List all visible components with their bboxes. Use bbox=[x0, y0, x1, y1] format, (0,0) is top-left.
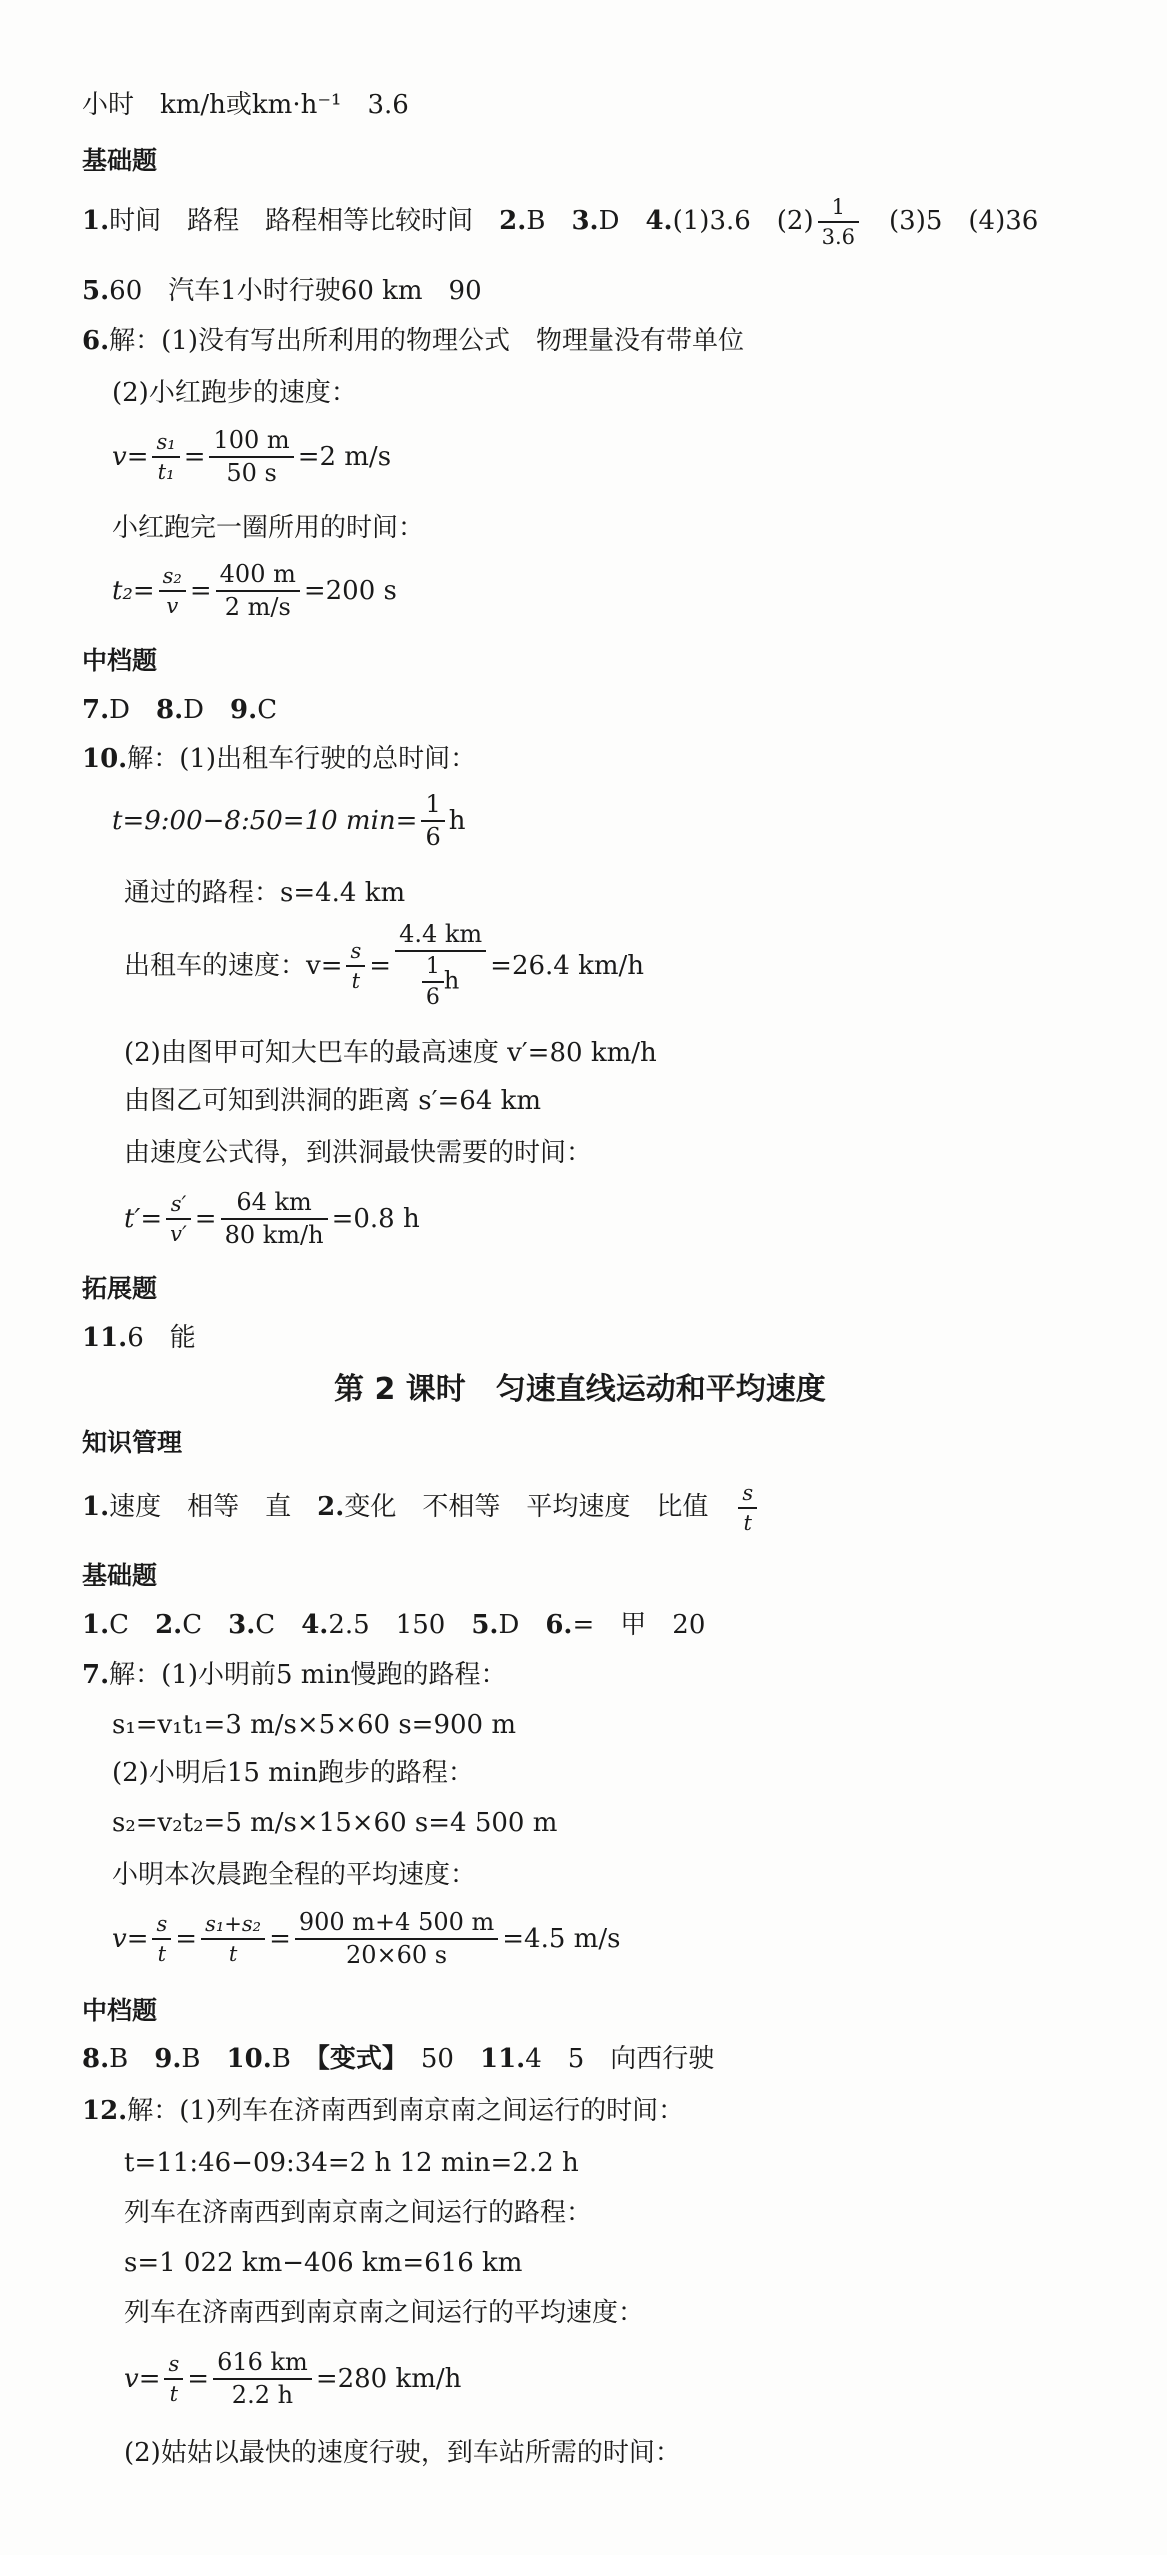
answer-text: 时间 路程 路程相等比较时间 bbox=[109, 206, 500, 237]
solution-step: 小明本次晨跑全程的平均速度： bbox=[112, 1860, 477, 1890]
numerator: s bbox=[346, 940, 365, 967]
answer-line-q10 bbox=[82, 746, 476, 772]
numerator: s bbox=[152, 1913, 171, 1940]
formula-taxi-speed bbox=[124, 922, 644, 1009]
formula-lhs: t′= bbox=[124, 1204, 163, 1235]
fraction bbox=[421, 792, 444, 850]
q-number: 1. bbox=[82, 1610, 110, 1640]
formula-lhs: t=9:00−8:50=10 min= bbox=[112, 806, 418, 837]
section-heading-basic-2: 基础题 bbox=[82, 1561, 158, 1590]
formula-total-time bbox=[112, 792, 465, 850]
answer-text: C bbox=[182, 1610, 229, 1640]
numerator: 100 m bbox=[209, 428, 293, 458]
equals-sign: = bbox=[369, 950, 392, 981]
equals-sign: = bbox=[175, 1924, 198, 1955]
fraction bbox=[422, 955, 444, 1009]
formula-average-speed bbox=[112, 1910, 620, 1968]
fraction bbox=[738, 1482, 757, 1534]
answer-line-q6 bbox=[82, 328, 744, 354]
q-number: 3. bbox=[571, 206, 599, 237]
q-number: 2. bbox=[317, 1492, 345, 1523]
q-number: 7. bbox=[82, 695, 110, 725]
formula-lhs: v= bbox=[112, 1924, 149, 1955]
formula-lhs: t₂= bbox=[112, 576, 155, 607]
formula-unit: h bbox=[448, 806, 466, 837]
numerator: 4.4 km bbox=[395, 922, 486, 952]
answer-text: 解：(1)列车在济南西到南京南之间运行的时间： bbox=[127, 2096, 685, 2126]
numerator: s′ bbox=[166, 1193, 191, 1220]
formula-result: =2 m/s bbox=[297, 442, 392, 473]
q-number: 9. bbox=[230, 695, 258, 725]
formula-v12 bbox=[124, 2350, 461, 2408]
equals-sign: = bbox=[189, 576, 212, 607]
answer-text: (1)3.6 (2) bbox=[672, 206, 814, 237]
solution-step: 由速度公式得，到洪洞最快需要的时间： bbox=[124, 1138, 593, 1168]
answer-text: B bbox=[271, 2044, 317, 2074]
denominator bbox=[395, 952, 486, 1009]
q-number: 8. bbox=[82, 2044, 110, 2074]
lesson-title: 第 2 课时 匀速直线运动和平均速度 bbox=[334, 1372, 826, 1407]
answer-text: D bbox=[109, 695, 157, 725]
fraction bbox=[166, 1193, 191, 1245]
denominator: 80 km/h bbox=[224, 1221, 324, 1250]
answer-text: D bbox=[498, 1610, 546, 1640]
answer-text: 6 能 bbox=[127, 1323, 196, 1353]
fraction bbox=[164, 2353, 183, 2405]
answer-text: 50 bbox=[394, 2044, 480, 2074]
answer-line-q11 bbox=[82, 1325, 196, 1351]
q-number: 4. bbox=[645, 206, 673, 237]
answer-line-q5 bbox=[82, 278, 482, 304]
formula-lhs: v= bbox=[124, 2364, 161, 2395]
answer-line-k1-2 bbox=[82, 1482, 761, 1534]
section-heading-knowledge: 知识管理 bbox=[82, 1428, 183, 1457]
answer-text: 解：(1)没有写出所利用的物理公式 物理量没有带单位 bbox=[109, 326, 744, 356]
unit-answer-line: 小时 km/h或km·h⁻¹ 3.6 bbox=[82, 90, 409, 120]
denominator: 2.2 h bbox=[231, 2381, 294, 2410]
formula-result: =4.5 m/s bbox=[502, 1924, 621, 1955]
denominator: t bbox=[743, 1511, 752, 1536]
answer-text: = 甲 20 bbox=[572, 1610, 706, 1640]
solution-step: (2)姑姑以最快的速度行驶，到车站所需的时间： bbox=[124, 2438, 681, 2468]
answer-text: B bbox=[181, 2044, 227, 2074]
solution-step: 通过的路程：s=4.4 km bbox=[124, 878, 406, 908]
numerator: 1 bbox=[818, 196, 859, 223]
q-number: 11. bbox=[82, 1323, 128, 1353]
formula-lhs: 出租车的速度：v= bbox=[124, 950, 343, 981]
section-heading-medium-2: 中档题 bbox=[82, 1996, 158, 2025]
answer-line-m12 bbox=[82, 2098, 684, 2124]
formula-s2: s₂=v₂t₂=5 m/s×15×60 s=4 500 m bbox=[112, 1808, 558, 1838]
formula-result: =280 km/h bbox=[315, 2364, 462, 2395]
q-number: 2. bbox=[499, 206, 527, 237]
fraction bbox=[201, 1913, 265, 1965]
formula-s1: s₁=v₁t₁=3 m/s×5×60 s=900 m bbox=[112, 1710, 517, 1740]
formula-lhs: v= bbox=[112, 442, 149, 473]
fraction bbox=[818, 196, 859, 248]
q-number: 3. bbox=[228, 1610, 256, 1640]
solution-step: 列车在济南西到南京南之间运行的平均速度： bbox=[124, 2298, 645, 2328]
equals-sign: = bbox=[269, 1924, 291, 1955]
q-number: 6. bbox=[82, 326, 110, 356]
q-number: 7. bbox=[82, 1660, 110, 1690]
denominator: v bbox=[166, 594, 179, 619]
numerator: 616 km bbox=[213, 2350, 312, 2380]
formula-time-2 bbox=[112, 562, 397, 620]
q-number: 4. bbox=[301, 1610, 329, 1640]
denominator: t bbox=[351, 968, 361, 993]
numerator: s₁ bbox=[152, 431, 179, 458]
formula-result: =200 s bbox=[303, 576, 397, 607]
answer-text: B bbox=[526, 206, 572, 237]
formula-unit: h bbox=[443, 966, 460, 995]
fraction bbox=[152, 431, 179, 483]
q-number: 1. bbox=[82, 1492, 110, 1523]
denominator: 6 bbox=[425, 823, 441, 852]
denominator: t bbox=[169, 2382, 179, 2407]
answer-text: C bbox=[257, 695, 278, 725]
variant-label: 【变式】 bbox=[316, 2044, 395, 2074]
solution-step: (2)由图甲可知大巴车的最高速度 v′=80 km/h bbox=[124, 1038, 657, 1068]
denominator: v′ bbox=[170, 1222, 187, 1247]
fraction bbox=[209, 428, 293, 486]
answer-text: 速度 相等 直 bbox=[109, 1492, 318, 1523]
numerator: s₁+s₂ bbox=[201, 1913, 265, 1940]
formula-bus-time bbox=[124, 1190, 420, 1248]
q-number: 12. bbox=[82, 2096, 128, 2126]
answer-text: (3)5 (4)36 bbox=[863, 206, 1039, 237]
formula-s12: s=1 022 km−406 km=616 km bbox=[124, 2248, 523, 2278]
formula-speed-1 bbox=[112, 428, 391, 486]
answer-line-b1-6 bbox=[82, 1612, 705, 1638]
fraction bbox=[346, 940, 365, 992]
numerator: 400 m bbox=[216, 562, 300, 592]
formula-t12: t=11:46−09:34=2 h 12 min=2.2 h bbox=[124, 2148, 579, 2178]
equals-sign: = bbox=[194, 1204, 217, 1235]
q-number: 2. bbox=[155, 1610, 183, 1640]
denominator: 2 m/s bbox=[224, 593, 291, 622]
answer-text: C bbox=[255, 1610, 302, 1640]
fraction bbox=[213, 2350, 312, 2408]
answer-text: 2.5 150 bbox=[328, 1610, 472, 1640]
fraction bbox=[152, 1913, 171, 1965]
formula-result: =0.8 h bbox=[331, 1204, 420, 1235]
compound-fraction bbox=[395, 922, 486, 1009]
answer-text: 变化 不相等 平均速度 比值 bbox=[344, 1492, 735, 1523]
answer-text: 解：(1)小明前5 min慢跑的路程： bbox=[109, 1660, 507, 1690]
answer-line-q1-4 bbox=[82, 196, 1038, 248]
denominator: 3.6 bbox=[821, 225, 856, 250]
fraction bbox=[159, 565, 186, 617]
numerator: 1 bbox=[422, 955, 444, 983]
q-number: 9. bbox=[154, 2044, 182, 2074]
answer-text: B bbox=[109, 2044, 155, 2074]
q-number: 1. bbox=[82, 206, 110, 237]
answer-text: 4 5 向西行驶 bbox=[525, 2044, 715, 2074]
q-number: 8. bbox=[156, 695, 184, 725]
solution-step: (2)小明后15 min跑步的路程： bbox=[112, 1758, 474, 1788]
numerator: 1 bbox=[421, 792, 444, 822]
fraction bbox=[216, 562, 300, 620]
answer-text: D bbox=[598, 206, 646, 237]
denominator: 50 s bbox=[226, 459, 277, 488]
solution-step: 小红跑完一圈所用的时间： bbox=[112, 513, 425, 543]
denominator: t₁ bbox=[157, 460, 175, 485]
answer-text: 60 汽车1小时行驶60 km 90 bbox=[109, 276, 482, 306]
q-number: 11. bbox=[479, 2044, 526, 2074]
fraction bbox=[221, 1190, 328, 1248]
answer-line-b7 bbox=[82, 1662, 507, 1688]
numerator: 64 km bbox=[221, 1190, 328, 1220]
numerator: s₂ bbox=[159, 565, 186, 592]
denominator: 6 bbox=[425, 985, 440, 1011]
numerator: 900 m+4 500 m bbox=[295, 1910, 498, 1940]
solution-step: 列车在济南西到南京南之间运行的路程： bbox=[124, 2198, 593, 2228]
q-number: 5. bbox=[82, 276, 110, 306]
numerator: s bbox=[164, 2353, 183, 2380]
solution-step: (2)小红跑步的速度： bbox=[112, 378, 357, 408]
answer-text: D bbox=[183, 695, 231, 725]
section-heading-medium: 中档题 bbox=[82, 646, 158, 675]
denominator: t bbox=[157, 1942, 167, 1967]
equals-sign: = bbox=[187, 2364, 210, 2395]
numerator: s bbox=[738, 1482, 757, 1509]
answer-line-q7-9 bbox=[82, 697, 277, 723]
q-number: 5. bbox=[471, 1610, 499, 1640]
denominator: 20×60 s bbox=[345, 1941, 448, 1970]
q-number: 6. bbox=[545, 1610, 573, 1640]
fraction bbox=[295, 1910, 498, 1968]
section-heading-extension: 拓展题 bbox=[82, 1274, 158, 1303]
denominator: t bbox=[228, 1942, 238, 1967]
answer-text: C bbox=[109, 1610, 156, 1640]
q-number: 10. bbox=[226, 2044, 272, 2074]
q-number: 10. bbox=[82, 744, 128, 774]
formula-result: =26.4 km/h bbox=[490, 950, 645, 981]
equals-sign: = bbox=[183, 442, 206, 473]
answer-line-m8-11 bbox=[82, 2046, 714, 2072]
answer-text: 解：(1)出租车行驶的总时间： bbox=[127, 744, 477, 774]
solution-step: 由图乙可知到洪洞的距离 s′=64 km bbox=[124, 1086, 542, 1116]
section-heading-basic: 基础题 bbox=[82, 146, 158, 175]
